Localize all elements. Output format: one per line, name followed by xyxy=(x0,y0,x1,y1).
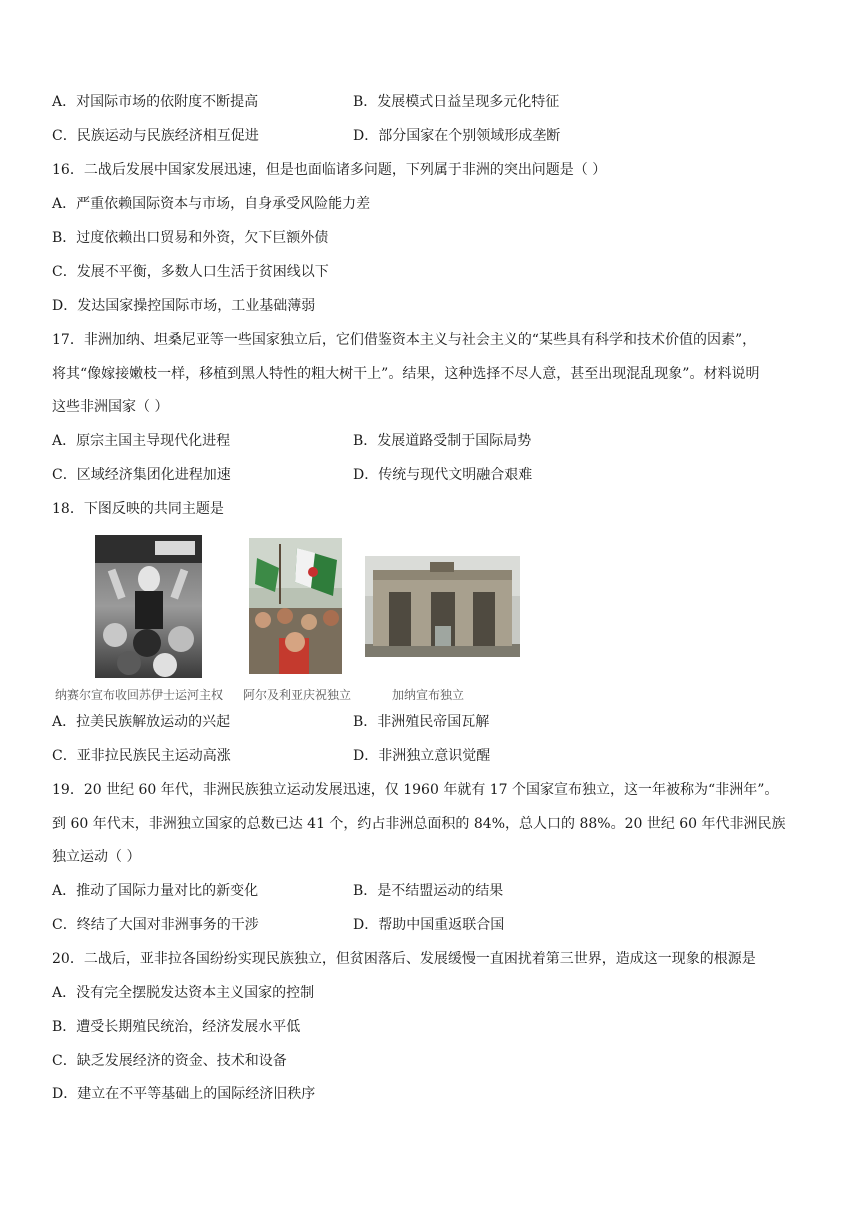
q17-stem-line-3: 这些非洲国家（ ） xyxy=(52,399,169,415)
q20-stem: 20．二战后，亚非拉各国纷纷实现民族独立，但贫困落后、发展缓慢一直困扰着第三世界，造成这一现象的根源是 xyxy=(52,951,756,967)
q20-option-b: B．遭受长期殖民统治，经济发展水平低 xyxy=(52,1019,301,1035)
q15-option-a: A．对国际市场的依附度不断提高 xyxy=(52,94,259,110)
q19-stem-line-2: 到 60 年代末，非洲独立国家的总数已达 41 个，约占非洲总面积的 84%，总人口的 88%。20 世纪 60 年代非洲民族 xyxy=(52,816,786,832)
q19-option-b: B．是不结盟运动的结果 xyxy=(353,883,504,899)
q19-option-d: D．帮助中国重返联合国 xyxy=(353,917,505,933)
q17-stem-line-2: 将其“像嫁接嫩枝一样，移植到黑人特性的粗大树干上”。结果，这种选择不尽人意，甚至出现混乱现象”。材料说明 xyxy=(52,366,760,382)
q19-stem-line-3: 独立运动（ ） xyxy=(52,849,141,865)
ghana-photo-caption: 加纳宣布独立 xyxy=(392,688,465,702)
q20-option-d: D．建立在不平等基础上的国际经济旧秩序 xyxy=(52,1086,316,1102)
q18-option-d: D．非洲独立意识觉醒 xyxy=(353,748,491,764)
q17-stem-line-1: 17．非洲加纳、坦桑尼亚等一些国家独立后，它们借鉴资本主义与社会主义的“某些具有科学和技术价值的因素”， xyxy=(52,332,757,348)
algeria-photo-caption: 阿尔及利亚庆祝独立 xyxy=(243,688,352,702)
nasser-photo xyxy=(95,535,202,678)
q18-option-c: C．亚非拉民族民主运动高涨 xyxy=(52,748,231,764)
q17-option-b: B．发展道路受制于国际局势 xyxy=(353,433,532,449)
q16-option-a: A．严重依赖国际资本与市场，自身承受风险能力差 xyxy=(52,196,371,212)
q17-option-d: D．传统与现代文明融合艰难 xyxy=(353,467,533,483)
q18-option-b: B．非洲殖民帝国瓦解 xyxy=(353,714,490,730)
q16-option-d: D．发达国家操控国际市场，工业基础薄弱 xyxy=(52,298,316,314)
q18-option-a: A．拉美民族解放运动的兴起 xyxy=(52,714,231,730)
q18-stem: 18．下图反映的共同主题是 xyxy=(52,501,224,517)
q19-option-a: A．推动了国际力量对比的新变化 xyxy=(52,883,259,899)
q16-option-c: C．发展不平衡，多数人口生活于贫困线以下 xyxy=(52,264,329,280)
q19-option-c: C．终结了大国对非洲事务的干涉 xyxy=(52,917,259,933)
q20-option-a: A．没有完全摆脱发达资本主义国家的控制 xyxy=(52,985,315,1001)
q17-option-c: C．区域经济集团化进程加速 xyxy=(52,467,231,483)
q16-option-b: B．过度依赖出口贸易和外资，欠下巨额外债 xyxy=(52,230,329,246)
q15-option-b: B．发展模式日益呈现多元化特征 xyxy=(353,94,560,110)
q16-stem: 16．二战后发展中国家发展迅速，但是也面临诸多问题，下列属于非洲的突出问题是（ ） xyxy=(52,162,607,178)
ghana-arch-photo xyxy=(365,556,520,657)
algeria-photo xyxy=(249,538,342,674)
nasser-photo-caption: 纳赛尔宣布收回苏伊士运河主权 xyxy=(55,688,224,702)
q15-option-c: C．民族运动与民族经济相互促进 xyxy=(52,128,259,144)
q15-option-d: D．部分国家在个别领域形成垄断 xyxy=(353,128,561,144)
q17-option-a: A．原宗主国主导现代化进程 xyxy=(52,433,231,449)
q19-stem-line-1: 19．20 世纪 60 年代，非洲民族独立运动发展迅速，仅 1960 年就有 17 个国家宣布独立，这一年被称为“非洲年”。 xyxy=(52,782,779,798)
q20-option-c: C．缺乏发展经济的资金、技术和设备 xyxy=(52,1053,287,1069)
